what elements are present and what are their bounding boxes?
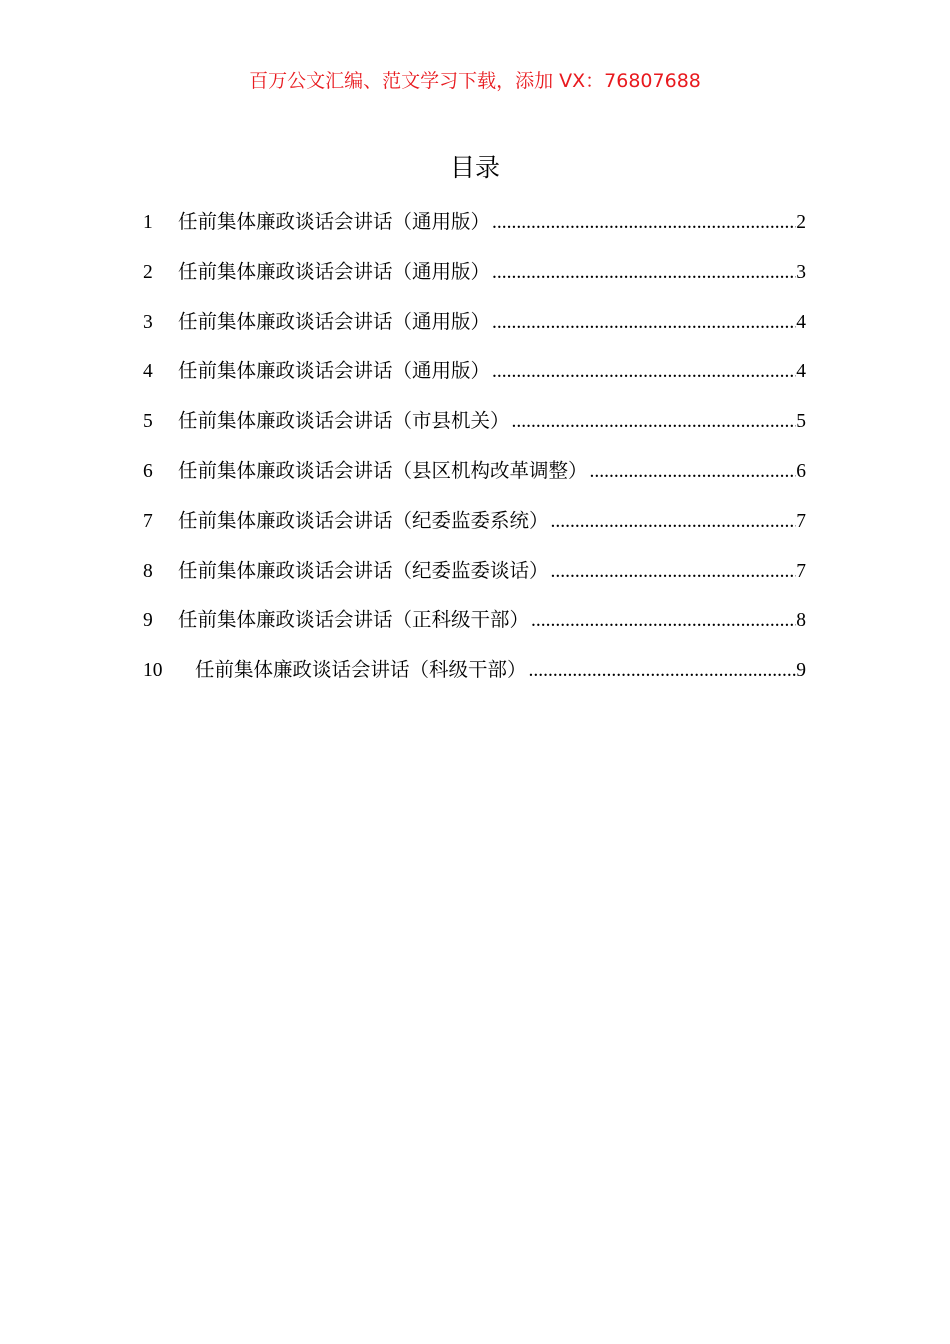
toc-entry-page: 4 <box>796 311 806 333</box>
toc-entry-number: 4 <box>143 361 153 383</box>
toc-entry-page: 9 <box>796 660 806 682</box>
toc-dot-leader <box>490 203 796 243</box>
toc-entry-page: 8 <box>796 610 806 632</box>
toc-title: 目录 <box>449 153 500 182</box>
toc-entry-1[interactable] <box>143 202 806 252</box>
toc-entry-number: 1 <box>143 212 153 233</box>
toc-entry-3[interactable] <box>143 302 806 352</box>
toc-dot-leader <box>510 402 797 442</box>
toc-entry-number: 5 <box>143 411 153 433</box>
toc-entry-text: 任前集体廉政谈话会讲话（市县机关） <box>178 409 510 433</box>
toc-dot-leader <box>490 352 796 392</box>
toc-entry-page: 4 <box>796 361 806 383</box>
toc-dot-leader <box>527 651 797 691</box>
toc-entry-text: 任前集体廉政谈话会讲话（纪委监委系统） <box>178 508 549 532</box>
toc-entry-page: 2 <box>796 212 806 233</box>
header-note: 百万公文汇编、范文学习下载，添加 VX：76807688 <box>249 70 701 92</box>
toc-entry-text: 任前集体廉政谈话会讲话（通用版） <box>178 210 491 233</box>
toc-entry-text: 任前集体廉政谈话会讲话（科级干部） <box>195 658 527 682</box>
toc-entry-number: 2 <box>143 261 153 283</box>
toc-entry-page: 7 <box>796 560 806 582</box>
toc-entry-number: 7 <box>143 510 153 532</box>
toc-list <box>143 202 806 700</box>
toc-entry-6[interactable] <box>143 451 806 501</box>
toc-entry-5[interactable] <box>143 401 806 451</box>
toc-dot-leader <box>490 303 796 343</box>
toc-entry-number: 6 <box>143 460 153 482</box>
toc-entry-number: 9 <box>143 610 153 632</box>
toc-entry-number: 3 <box>143 311 153 333</box>
toc-entry-text: 任前集体廉政谈话会讲话（正科级干部） <box>178 608 530 632</box>
toc-dot-leader <box>549 552 797 592</box>
toc-entry-text: 任前集体廉政谈话会讲话（县区机构改革调整） <box>178 458 588 482</box>
toc-dot-leader <box>588 452 797 492</box>
toc-entry-number: 10 <box>143 660 163 682</box>
toc-entry-text: 任前集体廉政谈话会讲话（通用版） <box>178 359 491 383</box>
toc-entry-10[interactable] <box>143 650 806 700</box>
toc-entry-page: 6 <box>796 460 806 482</box>
toc-entry-page: 5 <box>796 411 806 433</box>
toc-dot-leader <box>549 502 797 542</box>
toc-dot-leader <box>529 601 796 641</box>
toc-entry-text: 任前集体廉政谈话会讲话（纪委监委谈话） <box>178 558 549 582</box>
toc-entry-4[interactable] <box>143 351 806 401</box>
toc-entry-8[interactable] <box>143 551 806 601</box>
toc-entry-number: 8 <box>143 560 153 582</box>
toc-entry-page: 3 <box>796 261 806 283</box>
toc-dot-leader <box>490 253 796 293</box>
toc-entry-page: 7 <box>796 510 806 532</box>
toc-entry-9[interactable] <box>143 600 806 650</box>
toc-entry-text: 任前集体廉政谈话会讲话（通用版） <box>178 309 491 333</box>
toc-entry-7[interactable] <box>143 501 806 551</box>
toc-entry-2[interactable] <box>143 252 806 302</box>
toc-entry-text: 任前集体廉政谈话会讲话（通用版） <box>178 259 491 283</box>
